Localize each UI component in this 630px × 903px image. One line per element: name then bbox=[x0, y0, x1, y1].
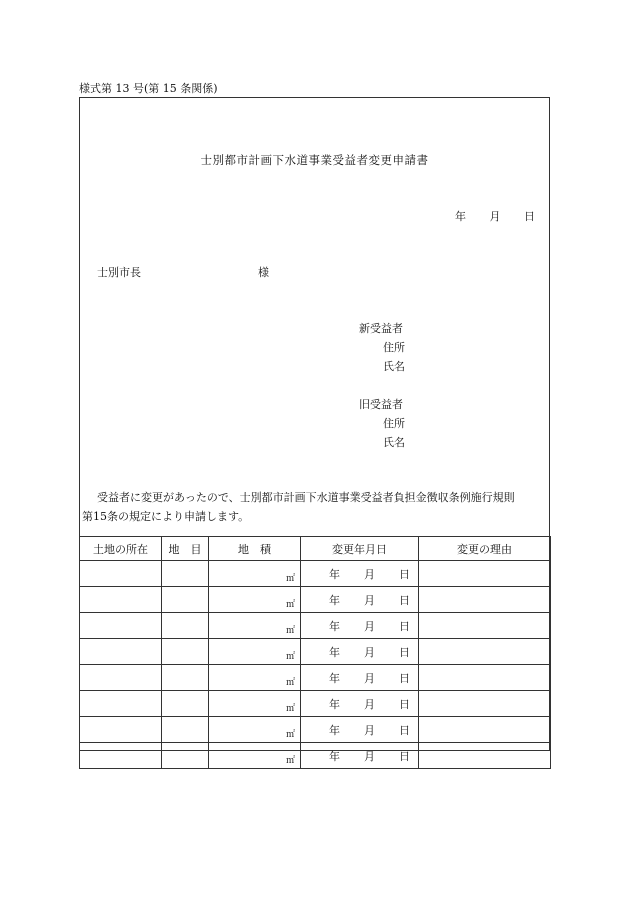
new-beneficiary-label: 新受益者 bbox=[359, 322, 403, 335]
row-day-label: 日 bbox=[399, 567, 410, 581]
form-title: 士別都市計画下水道事業受益者変更申請書 bbox=[200, 153, 429, 167]
row-day-label: 日 bbox=[399, 671, 410, 685]
table-header-row bbox=[80, 537, 551, 561]
land-area-cell[interactable] bbox=[209, 613, 301, 639]
land-location-cell[interactable] bbox=[80, 691, 162, 717]
change-reason-cell[interactable] bbox=[419, 587, 551, 613]
change-reason-cell[interactable] bbox=[419, 665, 551, 691]
header-land-area: 地 積 bbox=[209, 537, 301, 561]
change-date-cell[interactable] bbox=[301, 665, 419, 691]
land-category-cell[interactable] bbox=[162, 665, 209, 691]
table-row bbox=[80, 613, 551, 639]
honorific: 様 bbox=[258, 266, 269, 279]
change-reason-cell[interactable] bbox=[419, 717, 551, 743]
row-day-label: 日 bbox=[399, 619, 410, 633]
header-change-reason: 変更の理由 bbox=[419, 537, 551, 561]
change-date-cell[interactable] bbox=[301, 717, 419, 743]
application-form-frame bbox=[79, 97, 550, 766]
change-reason-cell[interactable] bbox=[419, 691, 551, 717]
land-area-cell[interactable] bbox=[209, 691, 301, 717]
row-day-label: 日 bbox=[399, 697, 410, 711]
land-location-cell[interactable] bbox=[80, 587, 162, 613]
land-category-cell[interactable] bbox=[162, 743, 209, 769]
land-area-cell[interactable] bbox=[209, 639, 301, 665]
row-year-label: 年 bbox=[329, 723, 340, 737]
change-date-cell[interactable] bbox=[301, 587, 419, 613]
land-area-cell[interactable] bbox=[209, 665, 301, 691]
area-unit: ㎡ bbox=[285, 626, 295, 636]
addressee: 士別市長 bbox=[97, 266, 141, 279]
area-unit: ㎡ bbox=[285, 600, 295, 610]
change-reason-cell[interactable] bbox=[419, 743, 551, 769]
land-location-cell[interactable] bbox=[80, 743, 162, 769]
row-year-label: 年 bbox=[329, 645, 340, 659]
row-day-label: 日 bbox=[399, 749, 410, 763]
land-category-cell[interactable] bbox=[162, 639, 209, 665]
old-beneficiary-label: 旧受益者 bbox=[359, 398, 403, 411]
area-unit: ㎡ bbox=[285, 756, 295, 766]
land-area-cell[interactable] bbox=[209, 587, 301, 613]
old-beneficiary-address-label[interactable]: 住所 bbox=[383, 417, 405, 430]
land-location-cell[interactable] bbox=[80, 561, 162, 587]
row-year-label: 年 bbox=[329, 749, 340, 763]
table-row bbox=[80, 717, 551, 743]
land-category-cell[interactable] bbox=[162, 587, 209, 613]
change-date-cell[interactable] bbox=[301, 639, 419, 665]
row-month-label: 月 bbox=[364, 749, 375, 763]
header-change-date: 変更年月日 bbox=[301, 537, 419, 561]
table-row bbox=[80, 665, 551, 691]
land-category-cell[interactable] bbox=[162, 691, 209, 717]
table-row bbox=[80, 587, 551, 613]
area-unit: ㎡ bbox=[285, 730, 295, 740]
date-year-label: 年 bbox=[455, 210, 466, 223]
header-land-location: 土地の所在 bbox=[80, 537, 162, 561]
table-row bbox=[80, 639, 551, 665]
row-day-label: 日 bbox=[399, 645, 410, 659]
form-number: 様式第 13 号(第 15 条関係) bbox=[79, 82, 218, 95]
row-month-label: 月 bbox=[364, 593, 375, 607]
row-month-label: 月 bbox=[364, 723, 375, 737]
area-unit: ㎡ bbox=[285, 678, 295, 688]
row-year-label: 年 bbox=[329, 619, 340, 633]
table-row bbox=[80, 743, 551, 769]
statement-line-1: 受益者に変更があったので、士別都市計画下水道事業受益者負担金徴収条例施行規則 bbox=[97, 491, 515, 504]
change-date-cell[interactable] bbox=[301, 691, 419, 717]
row-month-label: 月 bbox=[364, 619, 375, 633]
row-year-label: 年 bbox=[329, 593, 340, 607]
date-day-label: 日 bbox=[524, 210, 535, 223]
land-area-cell[interactable] bbox=[209, 743, 301, 769]
header-land-category: 地 目 bbox=[162, 537, 209, 561]
row-month-label: 月 bbox=[364, 645, 375, 659]
change-date-cell[interactable] bbox=[301, 613, 419, 639]
row-year-label: 年 bbox=[329, 567, 340, 581]
application-date[interactable] bbox=[455, 208, 535, 224]
area-unit: ㎡ bbox=[285, 574, 295, 584]
change-reason-cell[interactable] bbox=[419, 561, 551, 587]
change-date-cell[interactable] bbox=[301, 743, 419, 769]
land-area-cell[interactable] bbox=[209, 717, 301, 743]
table-row bbox=[80, 561, 551, 587]
row-day-label: 日 bbox=[399, 723, 410, 737]
row-day-label: 日 bbox=[399, 593, 410, 607]
statement-line-2: 第15条の規定により申請します。 bbox=[82, 510, 250, 523]
new-beneficiary-name-label[interactable]: 氏名 bbox=[383, 360, 405, 373]
row-year-label: 年 bbox=[329, 697, 340, 711]
application-statement bbox=[82, 488, 547, 526]
land-category-cell[interactable] bbox=[162, 561, 209, 587]
land-category-cell[interactable] bbox=[162, 717, 209, 743]
land-location-cell[interactable] bbox=[80, 613, 162, 639]
land-change-table bbox=[79, 536, 551, 769]
area-unit: ㎡ bbox=[285, 704, 295, 714]
land-area-cell[interactable] bbox=[209, 561, 301, 587]
date-month-label: 月 bbox=[489, 210, 501, 223]
land-location-cell[interactable] bbox=[80, 717, 162, 743]
new-beneficiary-address-label[interactable]: 住所 bbox=[383, 341, 405, 354]
land-category-cell[interactable] bbox=[162, 613, 209, 639]
land-location-cell[interactable] bbox=[80, 665, 162, 691]
row-month-label: 月 bbox=[364, 671, 375, 685]
table-row bbox=[80, 691, 551, 717]
change-date-cell[interactable] bbox=[301, 561, 419, 587]
change-reason-cell[interactable] bbox=[419, 639, 551, 665]
land-location-cell[interactable] bbox=[80, 639, 162, 665]
row-year-label: 年 bbox=[329, 671, 340, 685]
area-unit: ㎡ bbox=[285, 652, 295, 662]
row-month-label: 月 bbox=[364, 567, 375, 581]
old-beneficiary-name-label[interactable]: 氏名 bbox=[383, 436, 405, 449]
row-month-label: 月 bbox=[364, 697, 375, 711]
change-reason-cell[interactable] bbox=[419, 613, 551, 639]
